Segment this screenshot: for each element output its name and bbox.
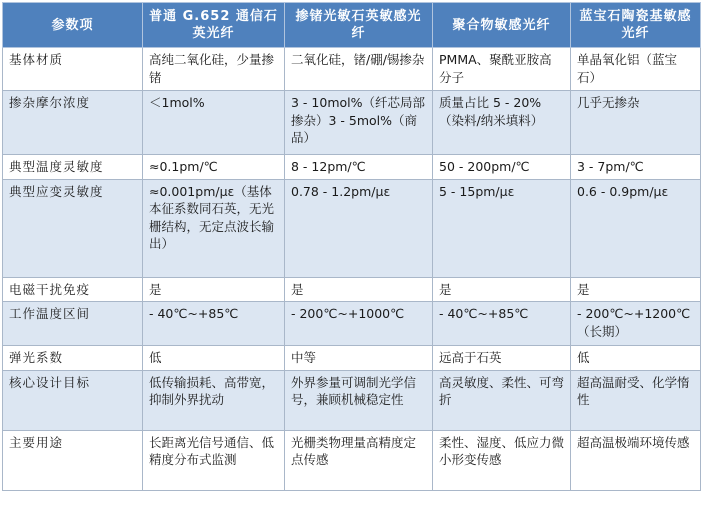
- header-cell: 聚合物敏感光纤: [433, 3, 571, 48]
- fiber-comparison-table: [2, 2, 701, 491]
- table-row: [3, 48, 701, 91]
- table-cell: 单晶氧化铝（蓝宝石）: [571, 48, 701, 91]
- table-row: [3, 346, 701, 371]
- row-label: 基体材质: [3, 48, 143, 91]
- row-label: 弹光系数: [3, 346, 143, 371]
- table-cell: ≈0.1pm/℃: [143, 155, 285, 180]
- table-row: [3, 370, 701, 430]
- table-cell: 远高于石英: [433, 346, 571, 371]
- table-row: [3, 302, 701, 346]
- table-row: [3, 91, 701, 155]
- row-label: 典型温度灵敏度: [3, 155, 143, 180]
- table-cell: 8 - 12pm/℃: [285, 155, 433, 180]
- table-row: [3, 155, 701, 180]
- table-cell: 长距离光信号通信、低精度分布式监测: [143, 430, 285, 490]
- table-cell: 是: [143, 277, 285, 302]
- table-cell: 是: [571, 277, 701, 302]
- table-cell: PMMA、聚酰亚胺高分子: [433, 48, 571, 91]
- header-cell: 掺锗光敏石英敏感光纤: [285, 3, 433, 48]
- table-cell: 50 - 200pm/℃: [433, 155, 571, 180]
- table-cell: 质量占比 5 - 20%（染料/纳米填料）: [433, 91, 571, 155]
- row-label: 电磁干扰免疫: [3, 277, 143, 302]
- table-header-row: [3, 3, 701, 48]
- table-cell: 柔性、湿度、低应力微小形变传感: [433, 430, 571, 490]
- table-cell: 超高温耐受、化学惰性: [571, 370, 701, 430]
- table-cell: 超高温极端环境传感: [571, 430, 701, 490]
- row-label: 掺杂摩尔浓度: [3, 91, 143, 155]
- table-cell: 是: [285, 277, 433, 302]
- row-label: 主要用途: [3, 430, 143, 490]
- header-cell: 参数项: [3, 3, 143, 48]
- table-cell: - 40℃~+85℃: [433, 302, 571, 346]
- row-label: 工作温度区间: [3, 302, 143, 346]
- table-cell: 低: [571, 346, 701, 371]
- table-cell: 0.6 - 0.9pm/με: [571, 179, 701, 277]
- table-cell: 外界参量可调制光学信号，兼顾机械稳定性: [285, 370, 433, 430]
- table-cell: - 200℃~+1000℃: [285, 302, 433, 346]
- table-cell: - 40℃~+85℃: [143, 302, 285, 346]
- table-cell: - 200℃~+1200℃（长期）: [571, 302, 701, 346]
- table-cell: 3 - 10mol%（纤芯局部掺杂）3 - 5mol%（商品）: [285, 91, 433, 155]
- table-cell: 高灵敏度、柔性、可弯折: [433, 370, 571, 430]
- row-label: 典型应变灵敏度: [3, 179, 143, 277]
- table-cell: 5 - 15pm/με: [433, 179, 571, 277]
- table-cell: 0.78 - 1.2pm/με: [285, 179, 433, 277]
- table-row: [3, 277, 701, 302]
- table-cell: 二氧化硅，锗/硼/锡掺杂: [285, 48, 433, 91]
- table-cell: 3 - 7pm/℃: [571, 155, 701, 180]
- table-cell: ＜1mol%: [143, 91, 285, 155]
- table-cell: 低传输损耗、高带宽，抑制外界扰动: [143, 370, 285, 430]
- table-row: [3, 430, 701, 490]
- table-cell: 光栅类物理量高精度定点传感: [285, 430, 433, 490]
- table-cell: 中等: [285, 346, 433, 371]
- header-cell: 蓝宝石陶瓷基敏感光纤: [571, 3, 701, 48]
- table-cell: 是: [433, 277, 571, 302]
- header-cell: 普通 G.652 通信石英光纤: [143, 3, 285, 48]
- table-row: [3, 179, 701, 277]
- table-cell: 高纯二氧化硅，少量掺锗: [143, 48, 285, 91]
- row-label: 核心设计目标: [3, 370, 143, 430]
- table-cell: 几乎无掺杂: [571, 91, 701, 155]
- table-cell: 低: [143, 346, 285, 371]
- table-cell: ≈0.001pm/με（基体本征系数同石英，无光栅结构，无定点波长输出）: [143, 179, 285, 277]
